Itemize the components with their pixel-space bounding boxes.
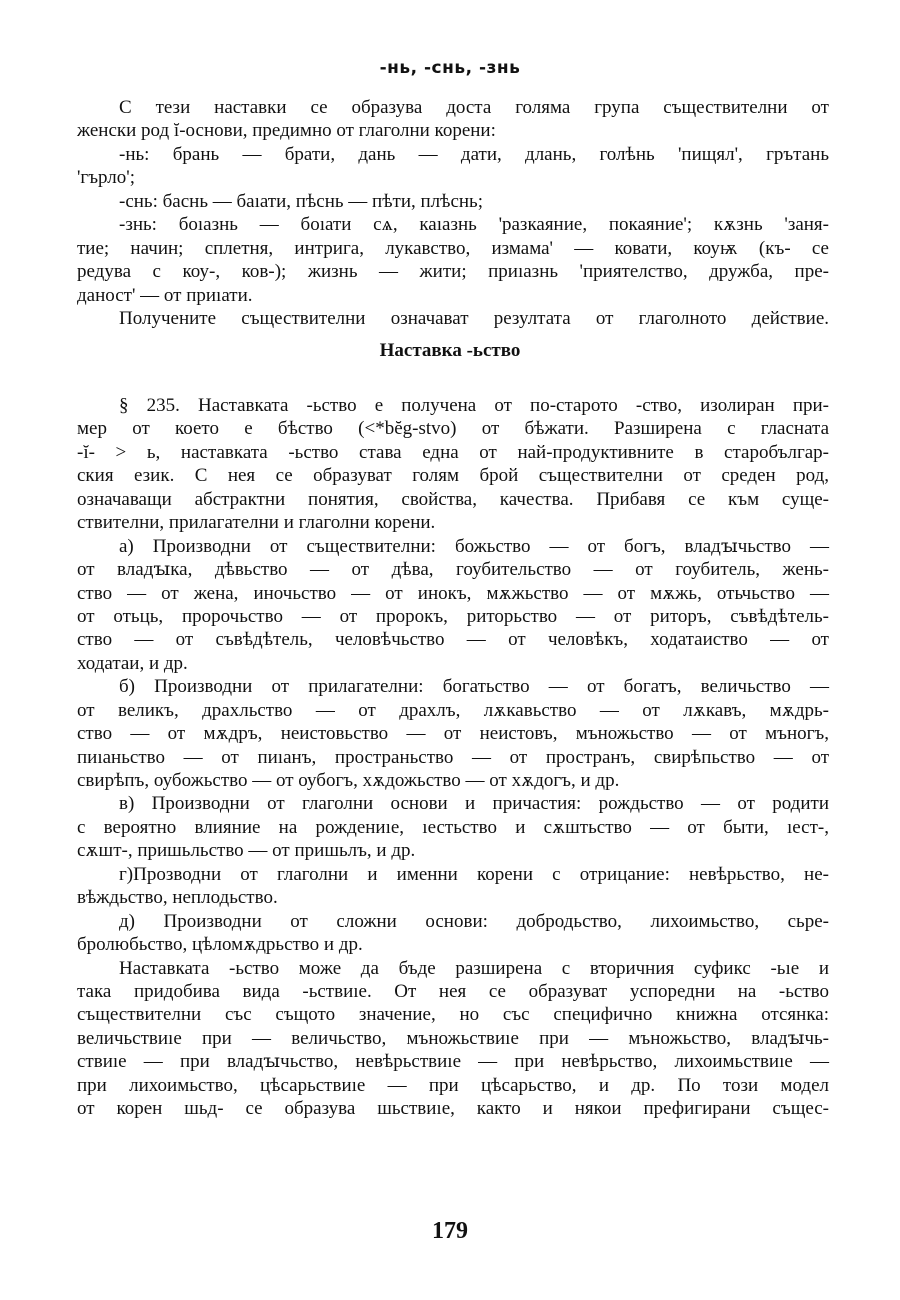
text-line: даност' — от приıати.	[77, 284, 253, 306]
text-line: -ĭ- > ь, наставката -ьство става една от най-продуктивните в старобългар-	[77, 441, 829, 463]
text-line: ство — от жена, иночьство — от инокъ, мѫжьство — от мѫжь, отьчьство —	[77, 582, 829, 604]
paragraph	[77, 910, 829, 957]
paragraph	[77, 307, 829, 330]
text-line: в) Производни от глаголни основи и причастия: рождьство — от родити	[119, 793, 829, 815]
text-line: 'гърло';	[77, 167, 135, 189]
text-line: женски род ĭ-основи, предимно от глаголни корени:	[77, 120, 496, 142]
text-line: ствителни, прилагателни и глаголни корени.	[77, 512, 436, 534]
text-line: С тези наставки се образува доста голяма група съществителни от	[119, 97, 829, 118]
text-line: така придобива вида -ьствиıе. От нея се образуват успоредни на -ьство	[77, 980, 829, 1002]
text-line: пиıаньство — от пиıанъ, пространьство — от пространъ, свирѣпьство — от	[77, 746, 829, 768]
text-line: а) Производни от съществителни: божьство — от богъ, владꙑчьство —	[119, 535, 829, 557]
text-line: при лихоимьство, цѣсарьствиıе — при цѣсарьство, и др. По този модел	[77, 1074, 829, 1096]
text-line: свирѣпъ, оубожьство — от оубогъ, хѫдожьство — от хѫдогъ, и др.	[77, 770, 620, 791]
text-line: от корен шьд- се образува шьствиıе, както и някои префигирани същес-	[77, 1098, 829, 1120]
text-line: б) Производни от прилагателни: богатьство — от богатъ, величьство —	[119, 676, 829, 698]
text-line: мер от което е бѣство (<*bĕg-stvo) от бѣжати. Разширена с гласната	[77, 418, 829, 440]
text-line: означаващи абстрактни понятия, свойства, качества. Прибавя се към суще-	[77, 488, 829, 510]
text-line: ходатаи, и др.	[77, 652, 188, 674]
text-line: величьствиıе при — величьство, мъножьствиıе при — мъножьство, владꙑчь-	[77, 1027, 829, 1049]
paragraph	[77, 213, 829, 307]
text-line: ство — от мѫдръ, неистовьство — от неистовъ, мъножьство — от мъногъ,	[77, 723, 829, 745]
text-line: ствиıе — при владꙑчьство, невѣрьствиıе — при невѣрьство, лихоимьствиıе —	[77, 1051, 829, 1073]
page-running-title: -нь, -снь, -знь	[379, 58, 521, 78]
paragraph	[77, 143, 829, 190]
text-line: от отьць, пророчьство — от пророкъ, риторьство — от риторъ, съвѣдѣтель-	[77, 605, 829, 627]
text-line: -снь: баснь — баıати, пѣснь — пѣти, плѣснь;	[119, 190, 483, 212]
section-stvo-body	[77, 394, 829, 1121]
page-number: 179	[432, 1218, 468, 1244]
text-line: вѣждьство, неплодьство.	[77, 887, 278, 909]
paragraph	[77, 96, 829, 143]
paragraph	[77, 535, 829, 676]
text-line: -знь: боıазнь — боıати сѧ, каıазнь 'разкаяние, покаяние'; кѫзнь 'заня-	[119, 214, 829, 236]
text-line: Получените съществителни означават резултата от глаголното действие.	[119, 307, 829, 329]
paragraph	[77, 394, 829, 535]
text-line: ския език. С нея се образуват голям брой съществителни от среден род,	[77, 465, 829, 487]
text-line: с вероятно влияние на рождениıе, ıестьство и сѫштьство — от быти, ıест-,	[77, 816, 829, 838]
text-line: сѫшт-, пришьльство — от пришьлъ, и др.	[77, 840, 416, 862]
section-heading: Наставка -ьство	[379, 340, 521, 361]
text-line: Наставката -ьство може да бъде разширена с вторичния суфикс -ьıе и	[119, 957, 829, 979]
paragraph	[77, 957, 829, 1121]
text-line: бролюбьство, цѣломѫдрьство и др.	[77, 934, 363, 956]
text-line: съществителни със същото значение, но със специфично книжна отсянка:	[77, 1004, 829, 1026]
text-line: § 235. Наставката -ьство е получена от по-старото -ство, изолиран при-	[119, 395, 829, 416]
text-line: от великъ, драхльство — от драхлъ, лѫкавьство — от лѫкавъ, мѫдрь-	[77, 699, 829, 721]
text-line: г)Прозводни от глаголни и именни корени с отрицание: невѣрьство, не-	[119, 863, 829, 885]
paragraph	[77, 863, 829, 910]
text-line: от владꙑка, дѣвьство — от дѣва, гоубительство — от гоубитель, жень-	[77, 559, 829, 581]
text-line: ство — от съвѣдѣтель, человѣчьство — от человѣкъ, ходатаиство — от	[77, 629, 829, 651]
section-nn-snn-znn-body	[77, 96, 829, 330]
text-line: редува с коу-, ков-); жизнь — жити; приıазнь 'приятелство, дружба, пре-	[77, 261, 829, 283]
paragraph	[77, 675, 829, 792]
paragraph	[77, 190, 829, 213]
text-line: -нь: брань — брати, дань — дати, длань, голѣнь 'пищял', грътань	[119, 143, 829, 165]
text-line: д) Производни от сложни основи: добродьство, лихоимьство, сьре-	[119, 910, 829, 932]
text-line: тие; начин; сплетня, интрига, лукавство, измама' — ковати, коуѭ (къ- се	[77, 237, 829, 259]
paragraph	[77, 792, 829, 862]
